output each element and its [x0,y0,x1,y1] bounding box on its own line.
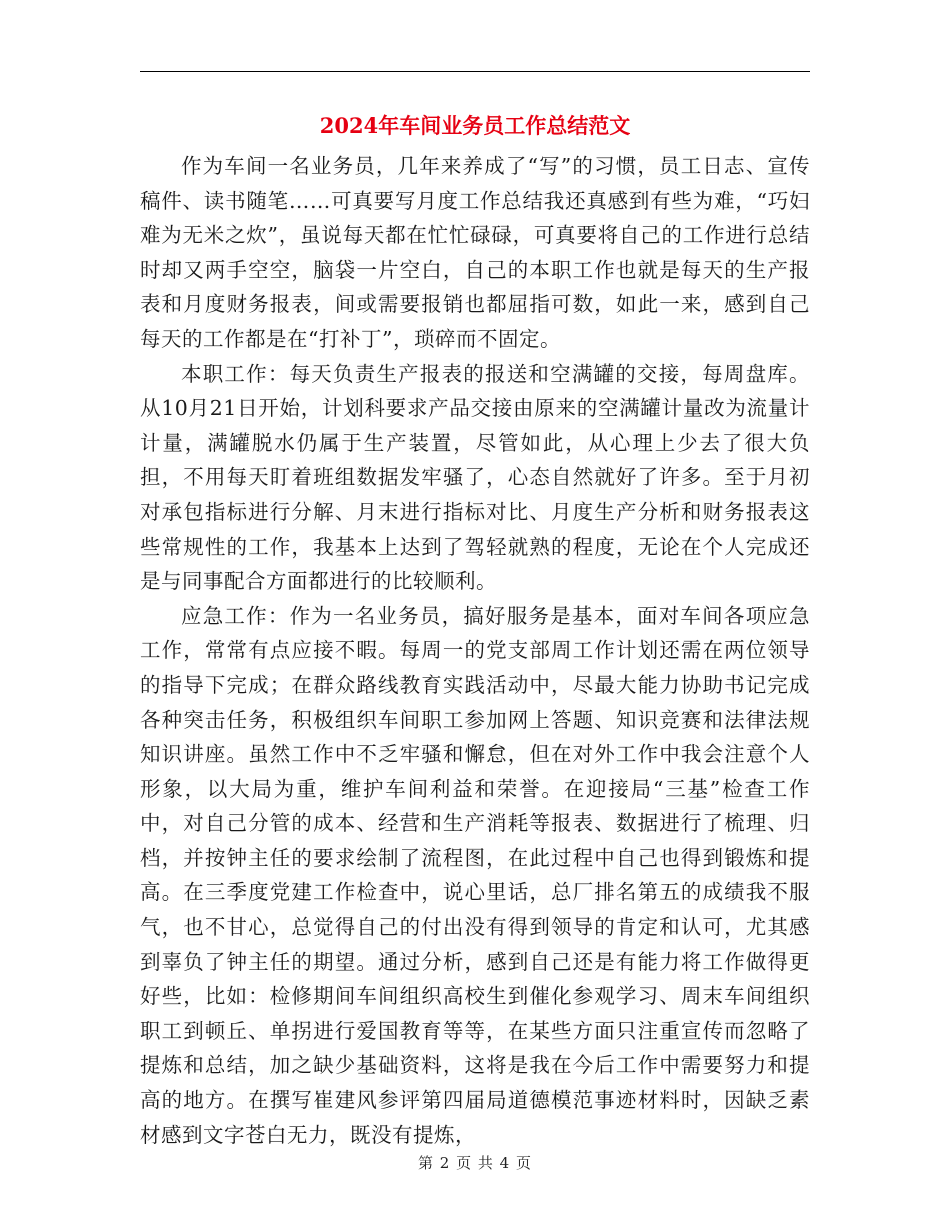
paragraph-core-duties: 本职工作：每天负责生产报表的报送和空满罐的交接，每周盘库。从10月21日开始，计划科要求产品交接由原来的空满罐计量改为流量计计量，满罐脱水仍属于生产装置，尽管如此，从心理上少去了很大负担，不用每天盯着班组数据发牢骚了，心态自然就好了许多。至于月初对承包指标进行分解、月末进行指标对比、月度生产分析和财务报表这些常规性的工作，我基本上达到了驾轻就熟的程度，无论在个人完成还是与同事配合方面都进行的比较顺利。 [140,361,810,594]
document-title: 2024年车间业务员工作总结范文 [319,113,631,138]
paragraph-emergency-work: 应急工作：作为一名业务员，搞好服务是基本，面对车间各项应急工作，常常有点应接不暇。每周一的党支部周工作计划还需在两位领导的指导下完成；在群众路线教育实践活动中，尽最大能力协助书记完成各种突击任务，积极组织车间职工参加网上答题、知识竞赛和法律法规知识讲座。虽然工作中不乏牢骚和懈怠，但在对外工作中我会注意个人形象，以大局为重，维护车间利益和荣誉。在迎接局“三基”检查工作中，对自己分管的成本、经营和生产消耗等报表、数据进行了梳理、归档，并按钟主任的要求绘制了流程图，在此过程中自己也得到锻炼和提高。在三季度党建工作检查中，说心里话，总厂排名第五的成绩我不服气，也不甘心，总觉得自己的付出没有得到领导的肯定和认可，尤其感到辜负了钟主任的期望。通过分析，感到自己还是有能力将工作做得更好些，比如：检修期间车间组织高校生到催化参观学习、周末车间组织职工到顿丘、单拐进行爱国教育等等，在某些方面只注重宣传而忽略了提炼和总结，加之缺少基础资料，这将是我在今后工作中需要努力和提高的地方。在撰写崔建风参评第四届局道德模范事迹材料时，因缺乏素材感到文字苍白无力，既没有提炼， [140,603,810,1147]
header-rule [140,71,810,72]
page-number: 第 2 页 共 4 页 [418,1154,532,1172]
document-body [140,149,810,1152]
paragraph-intro: 作为车间一名业务员，几年来养成了“写”的习惯，员工日志、宣传稿件、读书随笔……可真要写月度工作总结我还真感到有些为难，“巧妇难为无米之炊”，虽说每天都在忙忙碌碌，可真要将自己的工作进行总结时却又两手空空，脑袋一片空白，自己的本职工作也就是每天的生产报表和月度财务报表，间或需要报销也都屈指可数，如此一来，感到自己每天的工作都是在“打补丁”，琐碎而不固定。 [140,154,810,351]
